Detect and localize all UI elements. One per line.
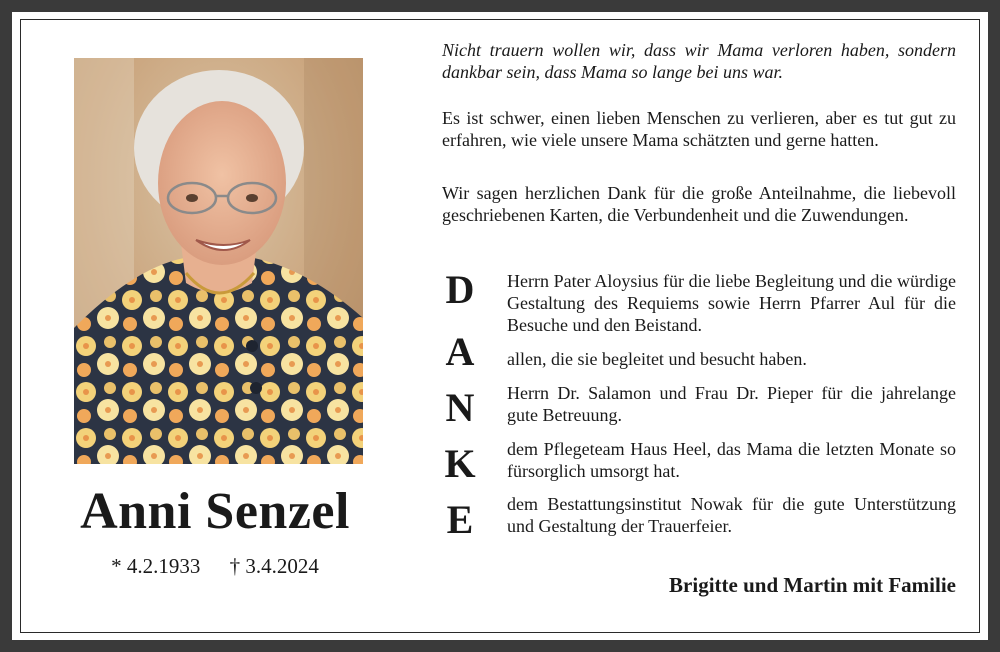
portrait-photo	[74, 58, 363, 464]
thanks-paragraph: Wir sagen herzlichen Dank für die große Anteilnahme, die liebevoll geschriebenen Karten, die Verbundenheit und die Zuwendungen.	[442, 183, 956, 225]
signature: Brigitte und Martin mit Familie	[669, 573, 956, 597]
danke-letter-e: E	[446, 497, 474, 542]
danke-text-d: Herrn Pater Aloysius für die liebe Begleitung und die würdige Gestaltung des Requiems sowie Herrn Pfarrer Aul für die Besuche und den Beistand.	[507, 271, 956, 335]
danke-letter-d: D	[445, 267, 475, 312]
memorial-quote: Nicht trauern wollen wir, dass wir Mama verloren haben, sondern dankbar sein, dass Mama so lange bei uns war.	[442, 40, 956, 82]
intro-paragraph: Es ist schwer, einen lieben Menschen zu verlieren, aber es tut gut zu erfahren, wie viele unsere Mama schätzten und gerne hatten.	[442, 108, 956, 150]
danke-text-e: dem Bestattungsinstitut Nowak für die gute Unterstützung und Gestaltung der Trauerfeier.	[507, 494, 956, 536]
obituary-card	[12, 12, 988, 640]
birth-date: * 4.2.1933	[111, 554, 201, 578]
death-date: † 3.4.2024	[229, 554, 319, 578]
danke-letter-n: N	[445, 385, 475, 430]
deceased-name: Anni Senzel	[80, 483, 350, 540]
danke-text-k: dem Pflegeteam Haus Heel, das Mama die letzten Monate so fürsorglich umsorgt hat.	[507, 439, 956, 481]
danke-text-a: allen, die sie begleitet und besucht haben.	[507, 349, 807, 369]
danke-letter-a: A	[445, 329, 475, 374]
life-dates	[40, 554, 390, 579]
danke-letter-k: K	[444, 441, 476, 486]
danke-text-n: Herrn Dr. Salamon und Frau Dr. Pieper für die jahrelange gute Betreuung.	[507, 383, 956, 425]
